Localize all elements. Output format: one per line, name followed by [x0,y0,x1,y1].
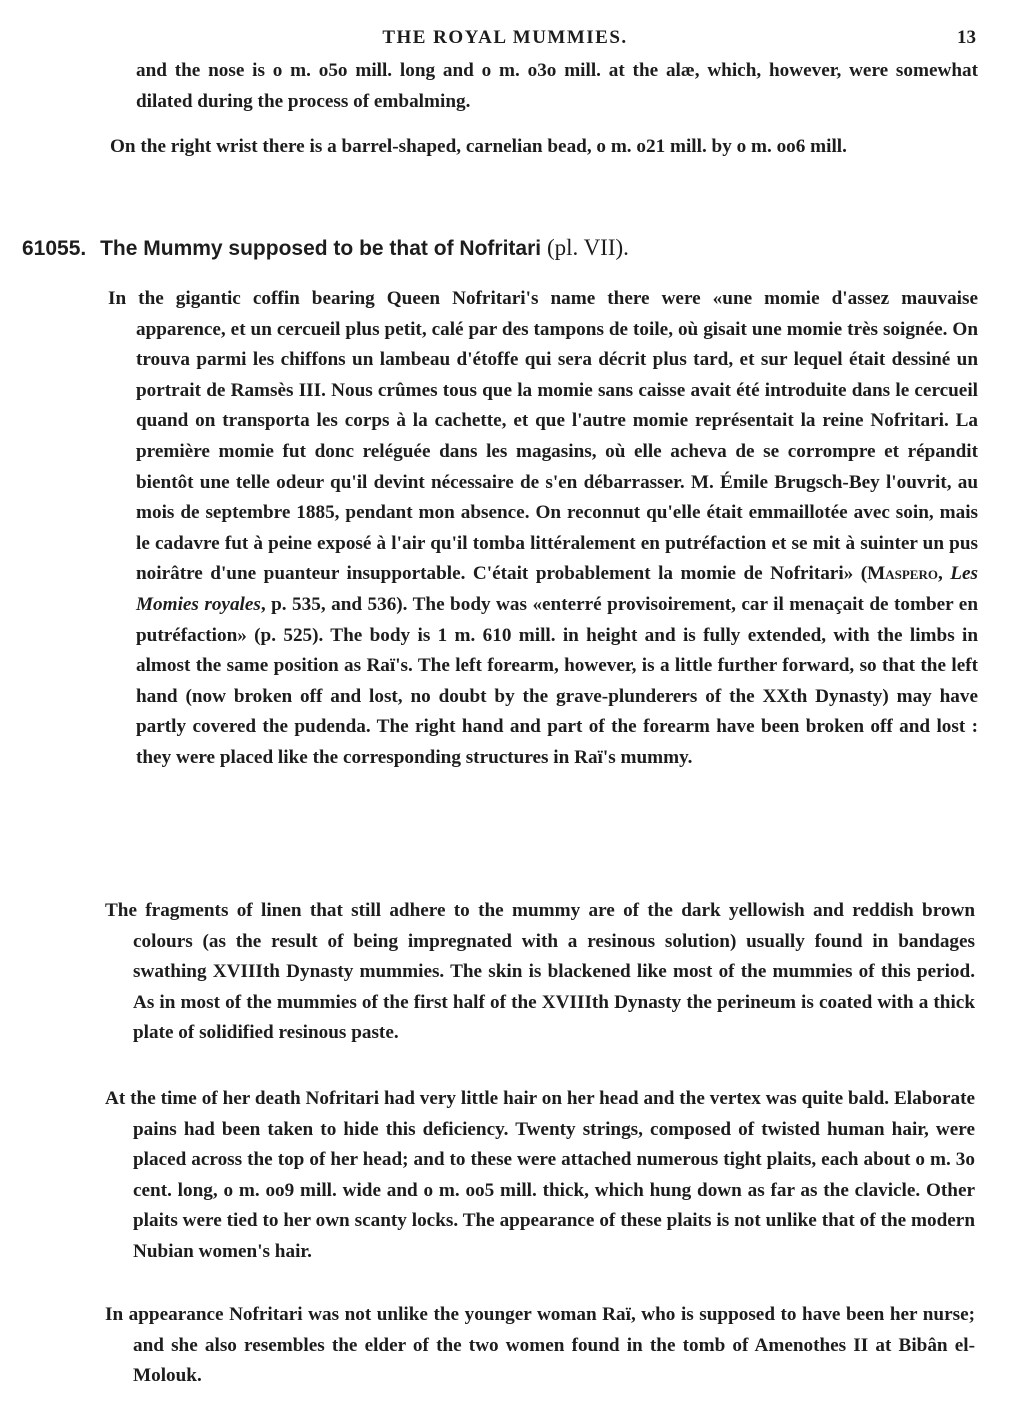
intro-paragraph-bead: On the right wrist there is a barrel-shaped, carnelian bead, o m. o21 mill. by o m. oo6 mill. [110,136,847,157]
section-heading [22,228,982,269]
page-number: 13 [957,27,976,48]
intro-paragraph-continued: and the nose is o m. o5o mill. long and o m. o3o mill. at the alæ, which, however, were somewhat dilated during the process of embalming. [136,60,978,112]
section-title: The Mummy supposed to be that of Nofritari [100,237,542,260]
body-paragraph-hair: At the time of her death Nofritari had very little hair on her head and the vertex was quite bald. Elaborate pains had been taken to hide this deficiency. Twenty strings, composed of twisted human hair, were placed across the top of her head; and to these were attached numerous tight plaits, each about o m. 3o cent. long, o m. oo9 mill. wide and o m. oo5 mill. thick, which hung down as far as the clavicle. Other plaits were tied to her own scanty locks. The appearance of these plaits is not unlike that of the modern Nubian women's hair. [105,1088,975,1262]
citation-separator: , [937,563,951,585]
plate-reference: (pl. VII). [546,235,629,260]
catalogue-number: 61055. [22,237,87,260]
paragraph-text: In the gigantic coffin bearing Queen Nofritari's name there were «une momie d'assez mauvaise apparence, et un cercueil plus petit, calé par des tampons de toile, où gisait une momie très soignée. On trouva parmi les chiffons un lambeau d'étoffe qui sera décrit plus tard, et sur lequel était dessiné un portrait de Ramsès III. Nous crûmes tous que la momie sans caisse avait été introduite dans le cercueil quand on transporta les corps à la cachette, et que l'autre momie représentait la reine Nofritari. La première momie fut donc reléguée dans les magasins, où elle acheva de se corrompre et répandit bientôt une telle odeur qu'il devint nécessaire de s'en débarrasser. M. Émile Brugsch-Bey l'ouvrit, au mois de septembre 1885, pendant mon absence. On reconnut qu'elle était emmaillotée avec soin, mais le cadavre fut à peine exposé à l'air qu'il tomba littéralement en putréfaction et se mit à suinter un pus noirâtre d'une puanteur insupportable. C'était probablement la momie de Nofritari» ( [108,288,978,585]
paragraph-text: , p. 535, and 536). The body was «enterré provisoirement, car il menaçait de tomber en putréfaction» (p. 525). The body is 1 m. 610 mill. in height and is fully extended, with the limbs in almost the same position as Raï's. The left forearm, however, is a little further forward, so that the left hand (now broken off and lost, no doubt by the grave-plunderers of the XXth Dynasty) may have partly covered the pudenda. The right hand and part of the forearm have been broken off and lost : they were placed like the corresponding structures in Raï's mummy. [136,593,978,768]
running-header [0,27,1010,55]
body-paragraph-linen: The fragments of linen that still adhere to the mummy are of the dark yellowish and reddish brown colours (as the result of being impregnated with a resinous solution) usually found in bandages swathing XVIIIth Dynasty mummies. The skin is blackened like most of the mummies of this period. As in most of the mummies of the first half of the XVIIIth Dynasty the perineum is coated with a thick plate of solidified resinous paste. [105,900,975,1044]
citation-author: Maspero [867,563,938,585]
running-title: THE ROYAL MUMMIES. [382,27,628,48]
citation-title: Les Momies royales [136,563,979,615]
body-paragraph-coffin [108,284,978,774]
body-paragraph-appearance: In appearance Nofritari was not unlike the younger woman Raï, who is supposed to have been her nurse; and she also resembles the elder of the two women found in the tomb of Amenothes II at Bibân el-Molouk. [105,1304,975,1387]
